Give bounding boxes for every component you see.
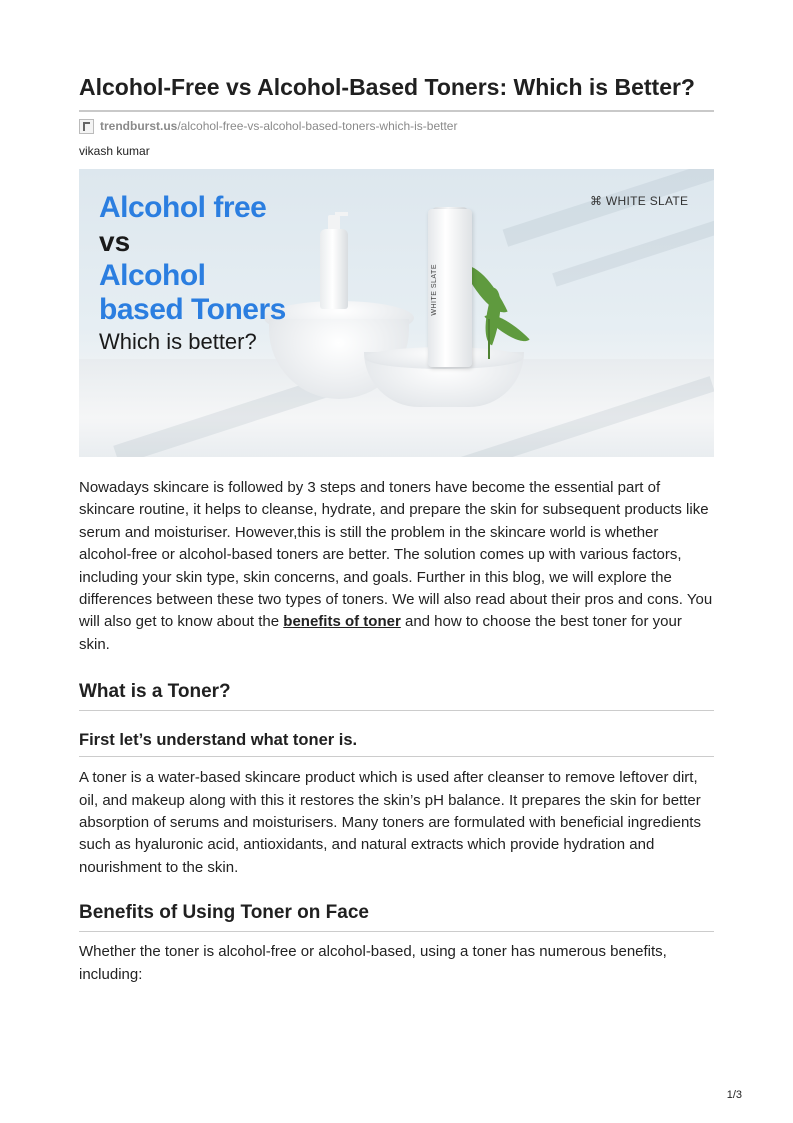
pump-bottle <box>320 229 348 309</box>
page-title: Alcohol-Free vs Alcohol-Based Toners: Which is Better? <box>79 72 714 112</box>
site-favicon-icon <box>79 119 94 134</box>
benefits-intro-paragraph: Whether the toner is alcohol-free or alcohol-based, using a toner has numerous benefits, including: <box>79 943 667 983</box>
bottle-label: WHITE SLATE <box>431 264 438 316</box>
hero-question: Which is better? <box>99 329 257 354</box>
source-url[interactable] <box>100 119 457 133</box>
plant-stem <box>488 319 490 359</box>
hero-heading-line3: Alcohol <box>99 259 206 292</box>
hero-heading-vs: vs <box>99 226 131 257</box>
benefits-of-toner-link[interactable]: benefits of toner <box>283 613 401 631</box>
hero-image <box>79 169 714 457</box>
source-path[interactable]: /alcohol-free-vs-alcohol-based-toners-which-is-better <box>177 119 458 133</box>
heading-benefits: Benefits of Using Toner on Face <box>79 902 714 932</box>
hero-heading-line1: Alcohol free <box>99 191 267 224</box>
intro-text: Nowadays skincare is followed by 3 steps and toners have become the essential part of skincare routine, it helps to cleanse, hydrate, and prepare the skin for subsequent products like serum and moisturiser. However,this is still the problem in the skincare world is whether alcohol-free or alcohol-based toners are better. The solution comes up with various factors, including your skin type, skin concerns, and goals. Further in this blog, we will explore the differences between these two types of toners. We will also read about their pros and cons. You will also get to know about the <box>79 479 713 631</box>
subheading-understand-toner: First let’s understand what toner is. <box>79 731 714 757</box>
heading-what-is-toner: What is a Toner? <box>79 681 714 711</box>
hero-heading-line4: based Toners <box>99 293 286 326</box>
toner-definition-paragraph: A toner is a water-based skincare product which is used after cleanser to remove leftover dirt, oil, and makeup along with this it restores the skin’s pH balance. It prepares the skin for better absorption of serums and moisturisers. Many toners are formulated with beneficial ingredients such as hyaluronic acid, antioxidants, and natural extracts which provide hydration and nourishment to the skin. <box>79 769 701 876</box>
article <box>79 72 714 986</box>
page-number: 1/3 <box>726 1089 742 1101</box>
source-line <box>79 118 714 134</box>
intro-text-end: and how to choose the best toner for your skin. <box>79 613 682 653</box>
intro-paragraph <box>79 477 714 656</box>
author-name: vikash kumar <box>79 144 150 158</box>
source-domain[interactable]: trendburst.us <box>100 119 178 133</box>
brand-logo: ⌘ WHITE SLATE <box>590 194 689 208</box>
